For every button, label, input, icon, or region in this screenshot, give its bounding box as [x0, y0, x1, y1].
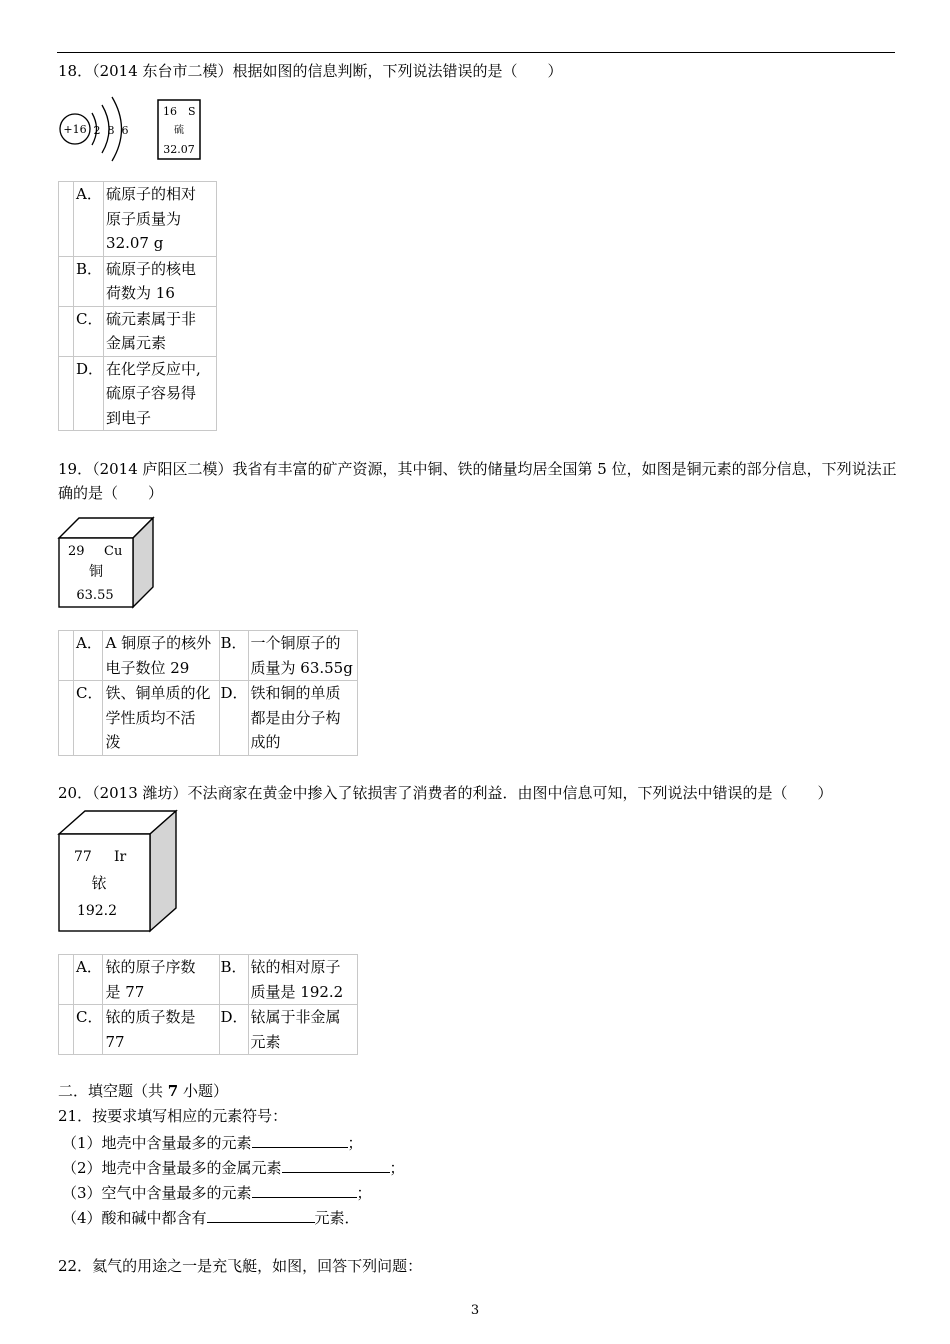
option-text: 32.07 g: [106, 234, 164, 252]
q21-item-1: （1）地壳中含量最多的元素 ；: [62, 1129, 363, 1155]
option-text: 质量是 192.2: [250, 982, 344, 1001]
answer-blank[interactable]: [252, 1129, 348, 1148]
q21-stem: 21．按要求填写相应的元素符号：: [58, 1107, 288, 1125]
q20-option-d-label[interactable]: D．: [220, 1005, 248, 1055]
ir-number: 77: [74, 849, 92, 865]
option-text: 一个铜原子的: [250, 634, 341, 652]
cell-mass: 32.07: [163, 143, 195, 156]
option-text: 铱的质子数是: [105, 1008, 196, 1026]
shell-count-2: 8: [107, 124, 115, 137]
q18-stem: 18．（2014 东台市二模）根据如图的信息判断，下列说法错误的是（ ）: [58, 62, 563, 80]
sulfur-atom-figure: [55, 92, 205, 166]
option-text: 铱的原子序数: [105, 958, 196, 976]
option-text: 铱属于非金属: [250, 1008, 341, 1026]
q21-item-3: （3）空气中含量最多的元素 ；: [62, 1179, 372, 1205]
q20-option-c[interactable]: [103, 1005, 220, 1055]
q19-option-a-label[interactable]: A．: [74, 631, 103, 681]
q19-option-b[interactable]: [248, 631, 357, 681]
q20-options: [58, 954, 358, 1055]
q21-item-2: （2）地壳中含量最多的金属元素 ；: [62, 1154, 405, 1180]
option-text: 硫原子的相对: [106, 185, 197, 203]
option-text: 金属元素: [106, 334, 167, 352]
cu-number: 29: [68, 544, 85, 559]
q19-option-d[interactable]: [248, 681, 357, 756]
option-text: 77: [105, 1032, 125, 1051]
option-label: D．: [74, 356, 104, 431]
option-label: B．: [74, 256, 104, 306]
ir-name: 铱: [91, 874, 107, 892]
q19-options: [58, 630, 358, 756]
page-number: 3: [470, 1303, 480, 1318]
cu-mass: 63.55: [76, 588, 114, 603]
q18-options: [58, 181, 217, 431]
shell-count-3: 6: [121, 124, 129, 137]
q21-item-4: （4）酸和碱中都含有 元素．: [62, 1204, 360, 1230]
section-title: 二．填空题（共 7 小题）: [58, 1082, 228, 1100]
q20-stem: 20．（2013 潍坊）不法商家在黄金中掺入了铱损害了消费者的利益．由图中信息可知，下列说法中错误的是（ ）: [58, 784, 833, 802]
cu-name: 铜: [89, 564, 103, 580]
option-text: 硫原子容易得: [106, 384, 197, 402]
option-text: 是 77: [105, 982, 145, 1001]
cell-symbol: S: [188, 105, 196, 118]
q18-option-d[interactable]: [59, 356, 217, 431]
copper-element-figure: [56, 515, 156, 611]
option-text: 荷数为 16: [106, 284, 175, 302]
option-text: 在化学反应中,: [106, 359, 201, 378]
option-text: 学性质均不活: [105, 708, 196, 727]
q19-stem: 19．（2014 庐阳区二模）我省有丰富的矿产资源，其中铜、铁的储量均居全国第 5 位，如图是铜元素的部分信息，下列说法正确的是（ ）: [58, 460, 897, 502]
option-text: 泼: [105, 733, 121, 751]
iridium-element-figure: [56, 808, 180, 934]
q19-option-c[interactable]: [103, 681, 220, 756]
option-label: C．: [74, 306, 104, 356]
nucleus-charge: +16: [63, 123, 87, 136]
q20-option-b-label[interactable]: B．: [220, 955, 248, 1005]
q19-option-c-label[interactable]: C．: [74, 681, 103, 756]
q18-option-b[interactable]: [59, 256, 217, 306]
answer-blank[interactable]: [252, 1179, 357, 1198]
shell-count-1: 2: [93, 124, 101, 137]
header-rule: [57, 52, 895, 53]
option-label: A．: [74, 182, 104, 257]
option-text: 铁和铜的单质: [250, 684, 341, 702]
q20-option-d[interactable]: [248, 1005, 357, 1055]
q20-option-a-label[interactable]: A．: [74, 955, 103, 1005]
q20-option-c-label[interactable]: C．: [74, 1005, 103, 1055]
q19-option-a[interactable]: [103, 631, 220, 681]
option-text: 铁、铜单质的化: [105, 684, 211, 702]
q18-option-a[interactable]: [59, 182, 217, 257]
cell-number: 16: [163, 105, 177, 118]
option-text: 都是由分子构: [250, 708, 341, 727]
q20-option-a[interactable]: [103, 955, 220, 1005]
answer-blank[interactable]: [282, 1154, 390, 1173]
cell-name: 硫: [174, 125, 184, 136]
cu-symbol: Cu: [104, 544, 123, 559]
option-text: 原子质量为: [106, 209, 182, 228]
ir-mass: 192.2: [76, 903, 118, 919]
ir-symbol: Ir: [114, 849, 127, 865]
option-text: 硫原子的核电: [106, 259, 197, 278]
option-text: A 铜原子的核外: [105, 634, 212, 652]
option-text: 铱的相对原子: [250, 958, 341, 976]
q18-option-c[interactable]: [59, 306, 217, 356]
q19-option-d-label[interactable]: D．: [220, 681, 248, 756]
option-text: 质量为 63.55g: [250, 658, 353, 677]
answer-blank[interactable]: [207, 1204, 315, 1223]
option-text: 元素: [250, 1032, 281, 1051]
option-text: 成的: [250, 733, 281, 751]
option-text: 硫元素属于非: [106, 309, 197, 328]
option-text: 到电子: [106, 408, 152, 427]
q19-option-b-label[interactable]: B．: [220, 631, 248, 681]
option-text: 电子数位 29: [105, 658, 190, 677]
q22-stem: 22．氦气的用途之一是充飞艇，如图，回答下列问题：: [58, 1257, 423, 1275]
q20-option-b[interactable]: [248, 955, 357, 1005]
